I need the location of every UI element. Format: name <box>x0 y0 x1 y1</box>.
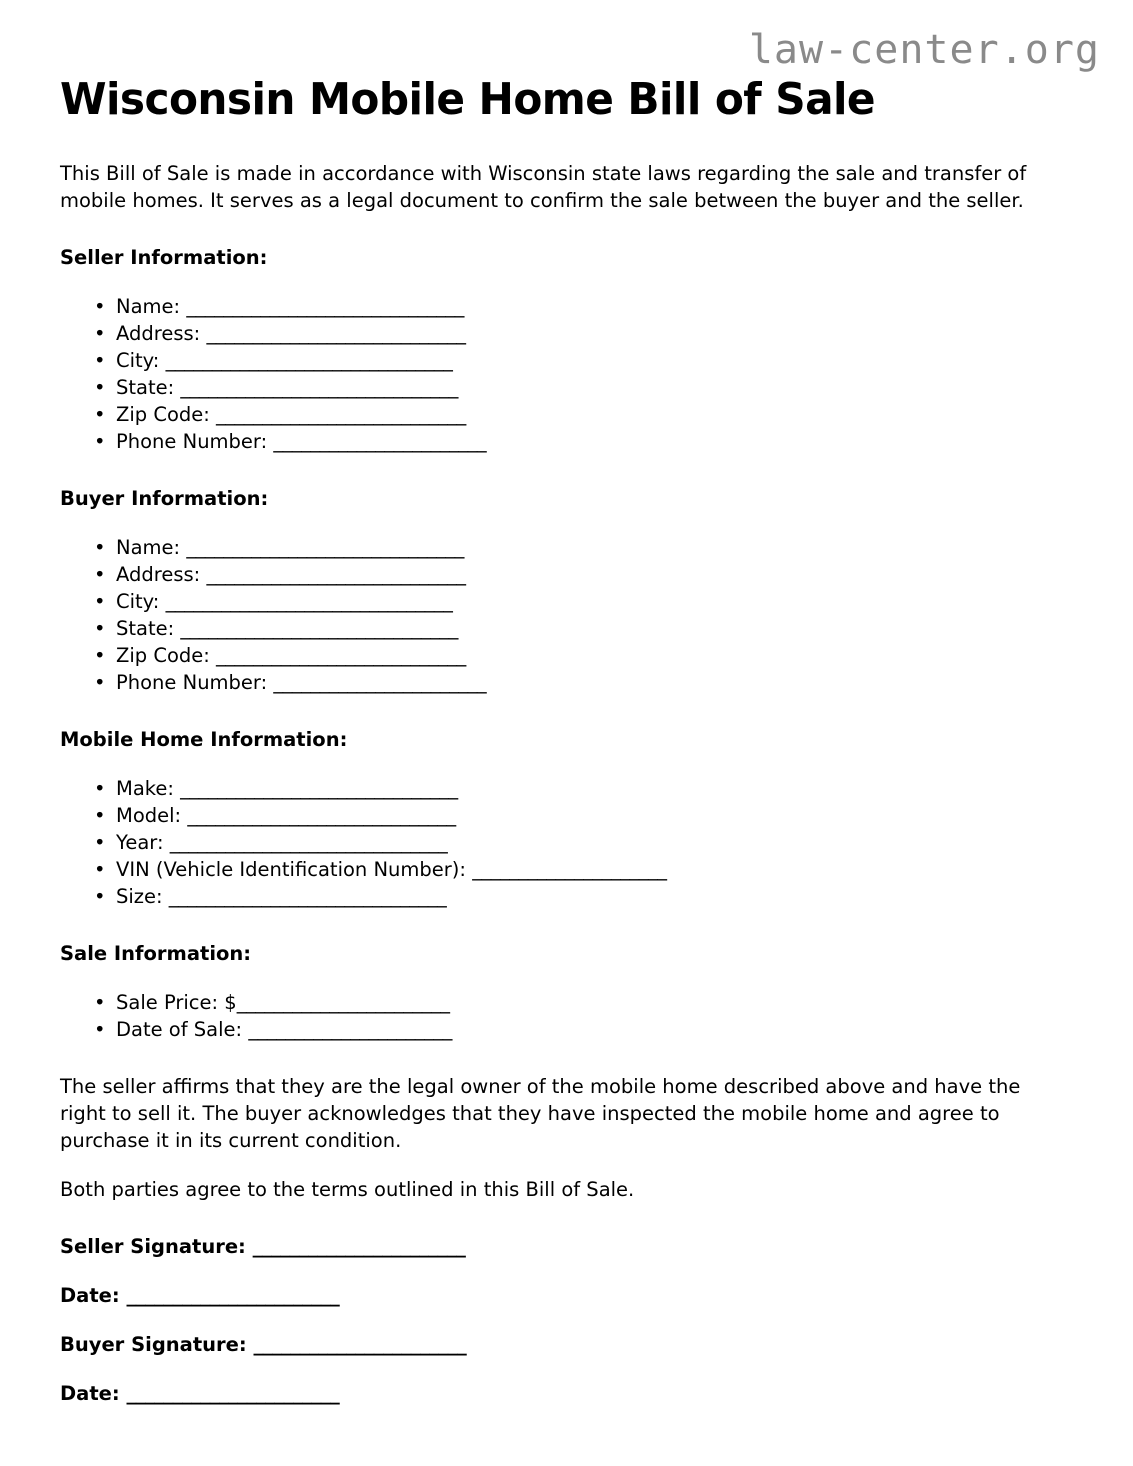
list-item <box>60 775 1073 802</box>
fill-in-line[interactable]: ___________________________ <box>216 644 466 667</box>
list-item <box>60 1016 1073 1043</box>
spacer <box>60 1260 1073 1282</box>
section-heading-buyer: Buyer Information: <box>60 487 269 510</box>
field-label: Address: <box>116 563 207 586</box>
fill-in-line[interactable]: _______________________________ <box>165 349 453 372</box>
fill-in-line[interactable]: ______________________________ <box>180 617 458 640</box>
spacer <box>60 1309 1073 1331</box>
field-label: State: <box>116 376 181 399</box>
seller-signature-label: Seller Signature: <box>60 1235 253 1258</box>
field-label: Zip Code: <box>116 644 217 667</box>
fill-in-line[interactable]: _______________________ <box>126 1284 340 1307</box>
spacer <box>60 512 1073 534</box>
buyer-date-line <box>60 1380 1073 1407</box>
list-item <box>60 293 1073 320</box>
field-label: Phone Number: <box>116 671 274 694</box>
section-heading-sale: Sale Information: <box>60 942 252 965</box>
spacer <box>60 910 1073 940</box>
buyer-signature-line <box>60 1331 1073 1358</box>
section-heading-mobile-home: Mobile Home Information: <box>60 728 348 751</box>
spacer <box>60 455 1073 485</box>
field-label: VIN (Vehicle Identification Number): <box>116 858 473 881</box>
list-item <box>60 588 1073 615</box>
list-item <box>60 642 1073 669</box>
field-label: Address: <box>116 322 207 345</box>
field-label: Size: <box>116 885 169 908</box>
field-label: Sale Price: $ <box>116 991 237 1014</box>
fill-in-line[interactable]: ____________________________ <box>206 563 466 586</box>
buyer-field-list <box>60 534 1073 696</box>
spacer <box>60 753 1073 775</box>
spacer <box>60 696 1073 726</box>
list-item <box>60 856 1073 883</box>
seller-signature-line <box>60 1233 1073 1260</box>
field-label: Zip Code: <box>116 403 217 426</box>
fill-in-line[interactable]: ______________________ <box>248 1018 452 1041</box>
agreement-paragraph: Both parties agree to the terms outlined in this Bill of Sale. <box>60 1178 635 1201</box>
fill-in-line[interactable]: ______________________________ <box>180 376 458 399</box>
field-label: Model: <box>116 804 188 827</box>
buyer-signature-label: Buyer Signature: <box>60 1333 254 1356</box>
spacer <box>60 214 1073 244</box>
field-label: Name: <box>116 295 187 318</box>
field-label: Make: <box>116 777 181 800</box>
list-item <box>60 669 1073 696</box>
field-label: State: <box>116 617 181 640</box>
page-title: Wisconsin Mobile Home Bill of Sale <box>60 74 875 125</box>
list-item <box>60 534 1073 561</box>
list-item <box>60 561 1073 588</box>
fill-in-line[interactable]: _______________________ <box>273 430 487 453</box>
field-label: Date of Sale: <box>116 1018 249 1041</box>
fill-in-line[interactable]: _____________________ <box>472 858 667 881</box>
fill-in-line[interactable]: _______________________ <box>126 1382 340 1405</box>
intro-paragraph: This Bill of Sale is made in accordance with Wisconsin state laws regarding the sale and transfer of mobile homes. It serves as a legal document to confirm the sale between the buyer and the seller. <box>60 162 1027 212</box>
list-item <box>60 401 1073 428</box>
fill-in-line[interactable]: ______________________________ <box>186 536 464 559</box>
list-item <box>60 615 1073 642</box>
field-label: Year: <box>116 831 170 854</box>
list-item <box>60 883 1073 910</box>
fill-in-line[interactable]: ______________________________ <box>180 777 458 800</box>
fill-in-line[interactable]: ______________________________ <box>186 295 464 318</box>
list-item <box>60 428 1073 455</box>
fill-in-line[interactable]: _______________________________ <box>165 590 453 613</box>
buyer-date-label: Date: <box>60 1382 127 1405</box>
spacer <box>60 1358 1073 1380</box>
sale-field-list <box>60 989 1073 1043</box>
section-heading-seller: Seller Information: <box>60 246 268 269</box>
list-item <box>60 320 1073 347</box>
fill-in-line[interactable]: ______________________________ <box>168 885 447 908</box>
site-watermark: law-center.org <box>748 27 1100 73</box>
list-item <box>60 989 1073 1016</box>
seller-date-label: Date: <box>60 1284 127 1307</box>
mobile-home-field-list <box>60 775 1073 910</box>
spacer <box>60 967 1073 989</box>
document-body <box>60 160 1073 1407</box>
field-label: Phone Number: <box>116 430 274 453</box>
field-label: Name: <box>116 536 187 559</box>
spacer <box>60 1154 1073 1176</box>
fill-in-line[interactable]: _______________________ <box>252 1235 466 1258</box>
fill-in-line[interactable]: ___________________________ <box>216 403 466 426</box>
spacer <box>60 271 1073 293</box>
field-label: City: <box>116 590 166 613</box>
list-item <box>60 829 1073 856</box>
spacer <box>60 1043 1073 1073</box>
fill-in-line[interactable]: _______________________ <box>236 991 450 1014</box>
fill-in-line[interactable]: ____________________________ <box>206 322 466 345</box>
affirmation-paragraph: The seller affirms that they are the legal owner of the mobile home described above and have the right to sell it. The buyer acknowledges that they have inspected the mobile home and agree to purchase it in its current condition. <box>60 1075 1021 1152</box>
seller-date-line <box>60 1282 1073 1309</box>
seller-field-list <box>60 293 1073 455</box>
list-item <box>60 802 1073 829</box>
fill-in-line[interactable]: ______________________________ <box>169 831 448 854</box>
list-item <box>60 347 1073 374</box>
spacer <box>60 1203 1073 1233</box>
fill-in-line[interactable]: _____________________________ <box>187 804 456 827</box>
fill-in-line[interactable]: _______________________ <box>273 671 487 694</box>
field-label: City: <box>116 349 166 372</box>
fill-in-line[interactable]: _______________________ <box>253 1333 467 1356</box>
list-item <box>60 374 1073 401</box>
